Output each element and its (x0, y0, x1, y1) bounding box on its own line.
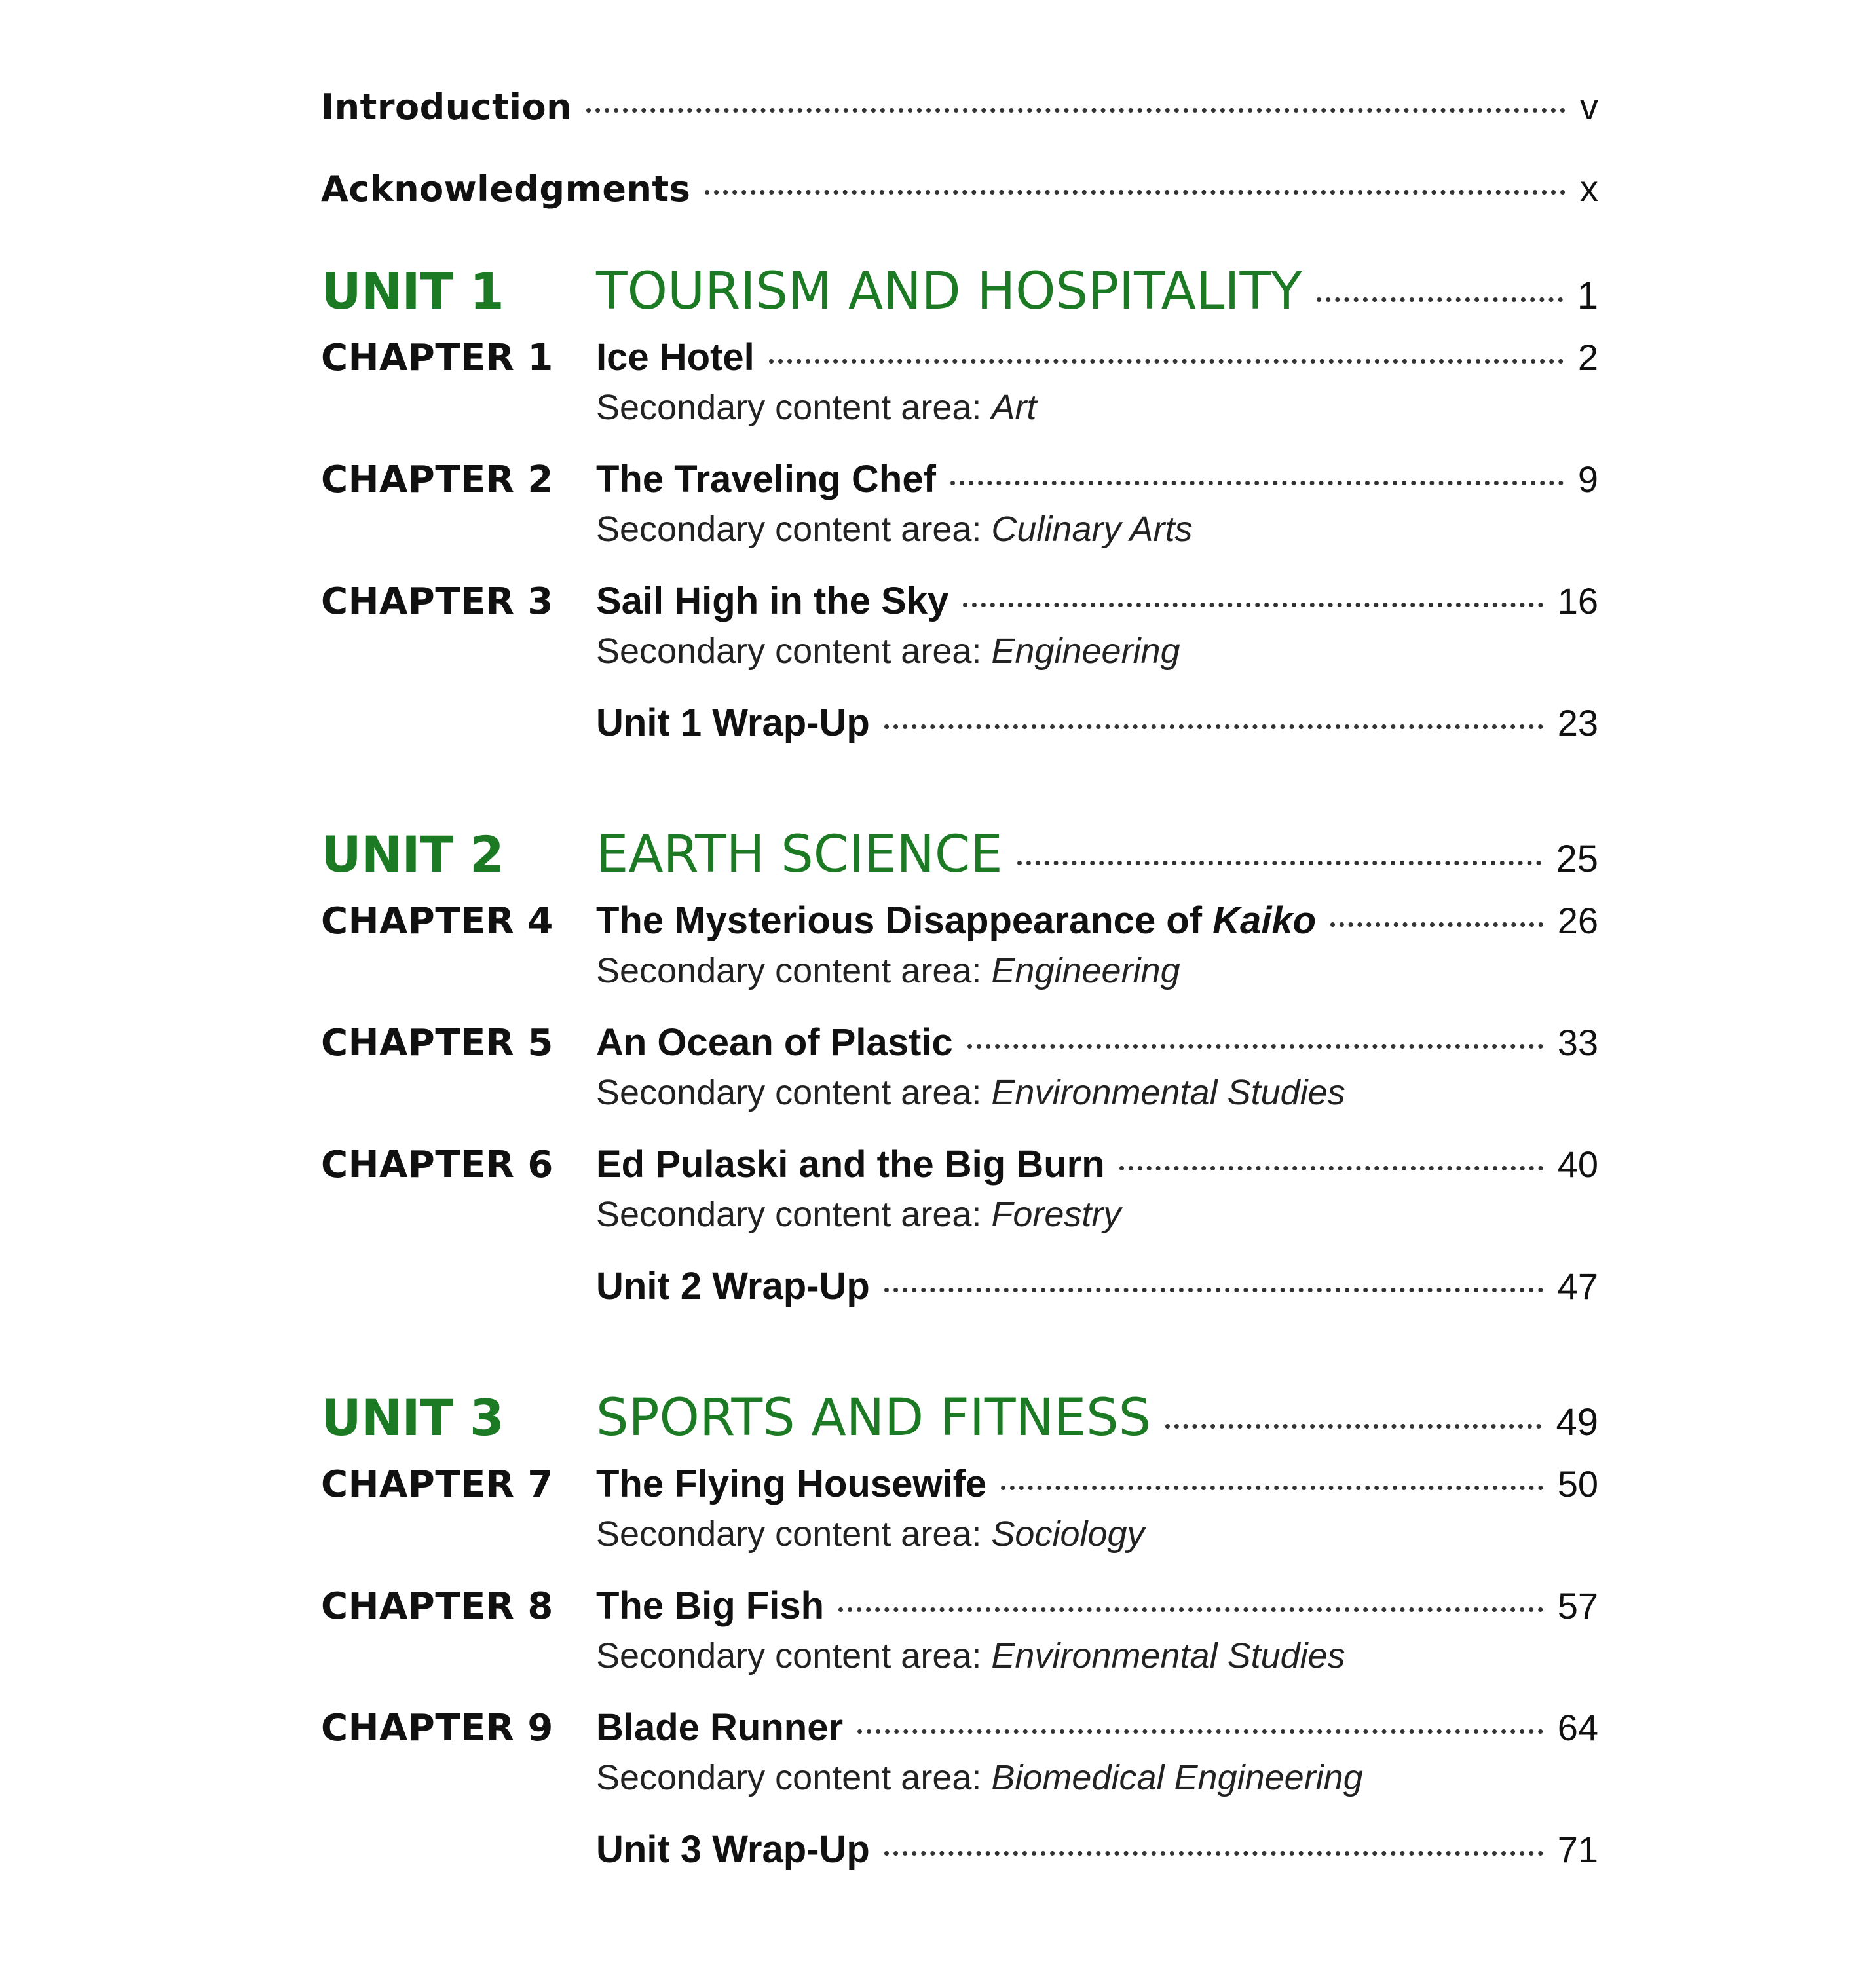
unit-label: UNIT 3 (321, 1389, 504, 1447)
chapter-title: The Big Fish (596, 1584, 824, 1627)
page-number: 57 (1557, 1585, 1598, 1626)
page-number: 25 (1556, 838, 1598, 880)
chapter-label: CHAPTER 2 (321, 458, 553, 501)
chapter-label: CHAPTER 6 (321, 1144, 553, 1186)
dot-leader (884, 1851, 1543, 1856)
chapter-entry[interactable] (321, 899, 1598, 994)
page-number: 33 (1557, 1022, 1598, 1063)
secondary-content-area: Secondary content area: Engineering (596, 951, 1180, 990)
secondary-content-area: Secondary content area: Forestry (596, 1195, 1121, 1234)
chapter-label: CHAPTER 9 (321, 1707, 553, 1750)
chapter-entry[interactable] (321, 1706, 1598, 1801)
unit-heading[interactable] (321, 825, 1598, 899)
chapter-label: CHAPTER 1 (321, 337, 553, 379)
dot-leader (1165, 1424, 1541, 1429)
unit-title: SPORTS AND FITNESS (596, 1389, 1152, 1448)
dot-leader (1330, 922, 1543, 927)
wrap-up-title: Unit 2 Wrap-Up (596, 1265, 870, 1307)
chapter-label: CHAPTER 5 (321, 1022, 553, 1064)
chapter-entry[interactable] (321, 1142, 1598, 1238)
unit-label: UNIT 1 (321, 262, 504, 320)
dot-leader (857, 1729, 1543, 1734)
unit-heading[interactable] (321, 1389, 1598, 1462)
dot-leader (950, 481, 1564, 485)
page-number: x (1580, 168, 1598, 209)
secondary-content-area: Secondary content area: Environmental Studies (596, 1073, 1345, 1112)
dot-leader (769, 359, 1564, 364)
chapter-title: An Ocean of Plastic (596, 1021, 953, 1064)
entry-title: Introduction (321, 86, 572, 128)
wrap-up-title: Unit 1 Wrap-Up (596, 702, 870, 744)
page-number: 2 (1577, 337, 1598, 378)
page-number: 49 (1556, 1401, 1598, 1444)
page-number: 47 (1557, 1265, 1598, 1307)
dot-leader (884, 724, 1543, 729)
unit-wrap-up[interactable] (321, 701, 1598, 753)
secondary-content-area: Secondary content area: Culinary Arts (596, 510, 1193, 549)
secondary-content-area: Secondary content area: Art (596, 388, 1037, 427)
dot-leader (963, 603, 1543, 607)
chapter-title: The Traveling Chef (596, 458, 936, 500)
chapter-title: The Flying Housewife (596, 1463, 987, 1505)
page-number: 1 (1577, 274, 1598, 317)
unit-section (321, 262, 1598, 753)
chapter-entry[interactable] (321, 579, 1598, 675)
chapter-title: Sail High in the Sky (596, 580, 949, 622)
dot-leader (884, 1288, 1543, 1292)
page-number: 50 (1557, 1463, 1598, 1505)
chapter-label: CHAPTER 4 (321, 900, 553, 943)
chapter-label: CHAPTER 3 (321, 580, 553, 623)
chapter-label: CHAPTER 7 (321, 1463, 553, 1506)
chapter-entry[interactable] (321, 335, 1598, 431)
chapter-title: Ed Pulaski and the Big Burn (596, 1143, 1105, 1186)
chapter-title: Blade Runner (596, 1706, 844, 1749)
dot-leader (838, 1607, 1543, 1612)
page-number: 16 (1557, 580, 1598, 622)
chapter-title: The Mysterious Disappearance of Kaiko (596, 899, 1317, 942)
unit-title: TOURISM AND HOSPITALITY (596, 262, 1302, 321)
chapter-entry[interactable] (321, 1020, 1598, 1116)
page-number: v (1580, 86, 1598, 127)
unit-wrap-up[interactable] (321, 1264, 1598, 1317)
dot-leader (1317, 297, 1563, 302)
toc-entry-introduction[interactable] (321, 85, 1598, 167)
page-number: 40 (1557, 1144, 1598, 1185)
secondary-content-area: Secondary content area: Sociology (596, 1514, 1145, 1554)
chapter-label: CHAPTER 8 (321, 1585, 553, 1628)
chapter-entry[interactable] (321, 457, 1598, 553)
unit-section (321, 1389, 1598, 1880)
secondary-content-area: Secondary content area: Environmental Studies (596, 1636, 1345, 1675)
page-number: 23 (1557, 702, 1598, 743)
chapter-entry[interactable] (321, 1584, 1598, 1679)
unit-section (321, 825, 1598, 1317)
dot-leader (705, 190, 1566, 195)
secondary-content-area: Secondary content area: Engineering (596, 631, 1180, 671)
page-number: 26 (1557, 900, 1598, 941)
entry-title: Acknowledgments (321, 168, 691, 210)
table-of-contents (321, 85, 1598, 1880)
dot-leader (1017, 861, 1542, 865)
dot-leader (967, 1044, 1543, 1049)
page-number: 71 (1557, 1829, 1598, 1870)
dot-leader (1119, 1166, 1543, 1170)
page-number: 9 (1577, 458, 1598, 500)
toc-entry-acknowledgments[interactable] (321, 167, 1598, 249)
page-number: 64 (1557, 1707, 1598, 1748)
unit-heading[interactable] (321, 262, 1598, 335)
unit-title: EARTH SCIENCE (596, 825, 1003, 884)
chapter-title: Ice Hotel (596, 336, 755, 379)
dot-leader (586, 108, 1566, 113)
secondary-content-area: Secondary content area: Biomedical Engineering (596, 1758, 1363, 1797)
unit-label: UNIT 2 (321, 825, 504, 884)
unit-wrap-up[interactable] (321, 1827, 1598, 1880)
dot-leader (1001, 1486, 1543, 1490)
chapter-entry[interactable] (321, 1462, 1598, 1558)
wrap-up-title: Unit 3 Wrap-Up (596, 1828, 870, 1871)
